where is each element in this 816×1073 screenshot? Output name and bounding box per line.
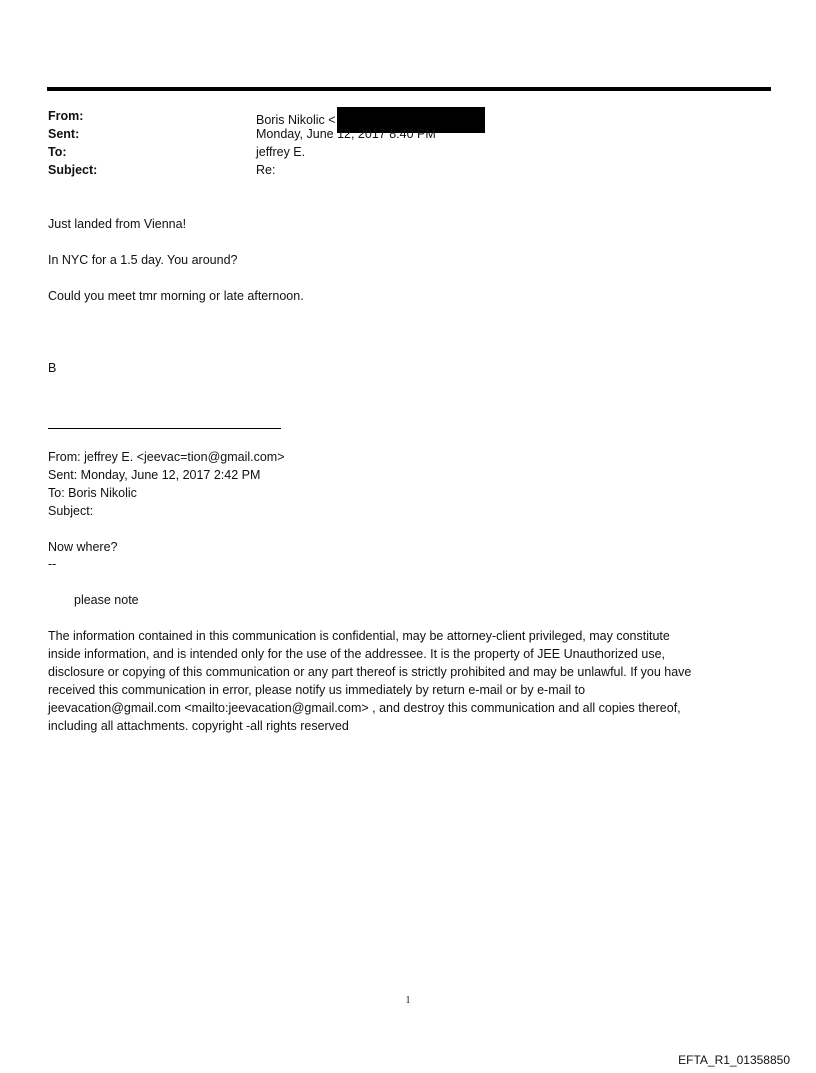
disclaimer-line: jeevacation@gmail.com <mailto:jeevacation@gmail.com> , and destroy this communication and all copies thereof,	[48, 701, 681, 715]
please-note: please note	[74, 593, 139, 607]
to-value: jeffrey E.	[256, 145, 306, 159]
to-label: To:	[48, 145, 67, 159]
body-line-2: In NYC for a 1.5 day. You around?	[48, 253, 238, 267]
quoted-sent: Sent: Monday, June 12, 2017 2:42 PM	[48, 468, 261, 482]
page-number: 1	[405, 995, 411, 1006]
quoted-subject: Subject:	[48, 504, 94, 518]
sent-label: Sent:	[48, 127, 80, 141]
sent-value: Monday, June 12, 2017 8:40 PM	[256, 127, 436, 141]
signature-separator: --	[48, 557, 57, 571]
from-name: Boris Nikolic <	[256, 113, 336, 127]
quoted-to: To: Boris Nikolic	[48, 486, 137, 500]
subject-value: Re:	[256, 163, 276, 177]
body-line-1: Just landed from Vienna!	[48, 217, 187, 231]
disclaimer-line: The information contained in this communication is confidential, may be attorney-client privileged, may constitute	[48, 629, 670, 643]
disclaimer	[48, 627, 758, 735]
quote-divider	[48, 428, 281, 429]
signature: B	[48, 361, 57, 375]
body-line-3: Could you meet tmr morning or late afternoon.	[48, 289, 304, 303]
disclaimer-line: received this communication in error, please notify us immediately by return e-mail or by e-mail to	[48, 683, 586, 697]
disclaimer-line: disclosure or copying of this communication or any part thereof is strictly prohibited and may be unlawful. If you have	[48, 665, 692, 679]
disclaimer-line: inside information, and is intended only for the use of the addressee. It is the property of JEE Unauthorized use,	[48, 647, 666, 661]
disclaimer-line: including all attachments. copyright -all rights reserved	[48, 719, 349, 733]
header-divider	[47, 87, 771, 91]
from-label: From:	[48, 109, 84, 123]
subject-label: Subject:	[48, 163, 98, 177]
quoted-message: Now where?	[48, 540, 118, 554]
quoted-from: From: jeffrey E. <jeevac=tion@gmail.com>	[48, 450, 285, 464]
document-id: EFTA_R1_01358850	[678, 1053, 790, 1067]
